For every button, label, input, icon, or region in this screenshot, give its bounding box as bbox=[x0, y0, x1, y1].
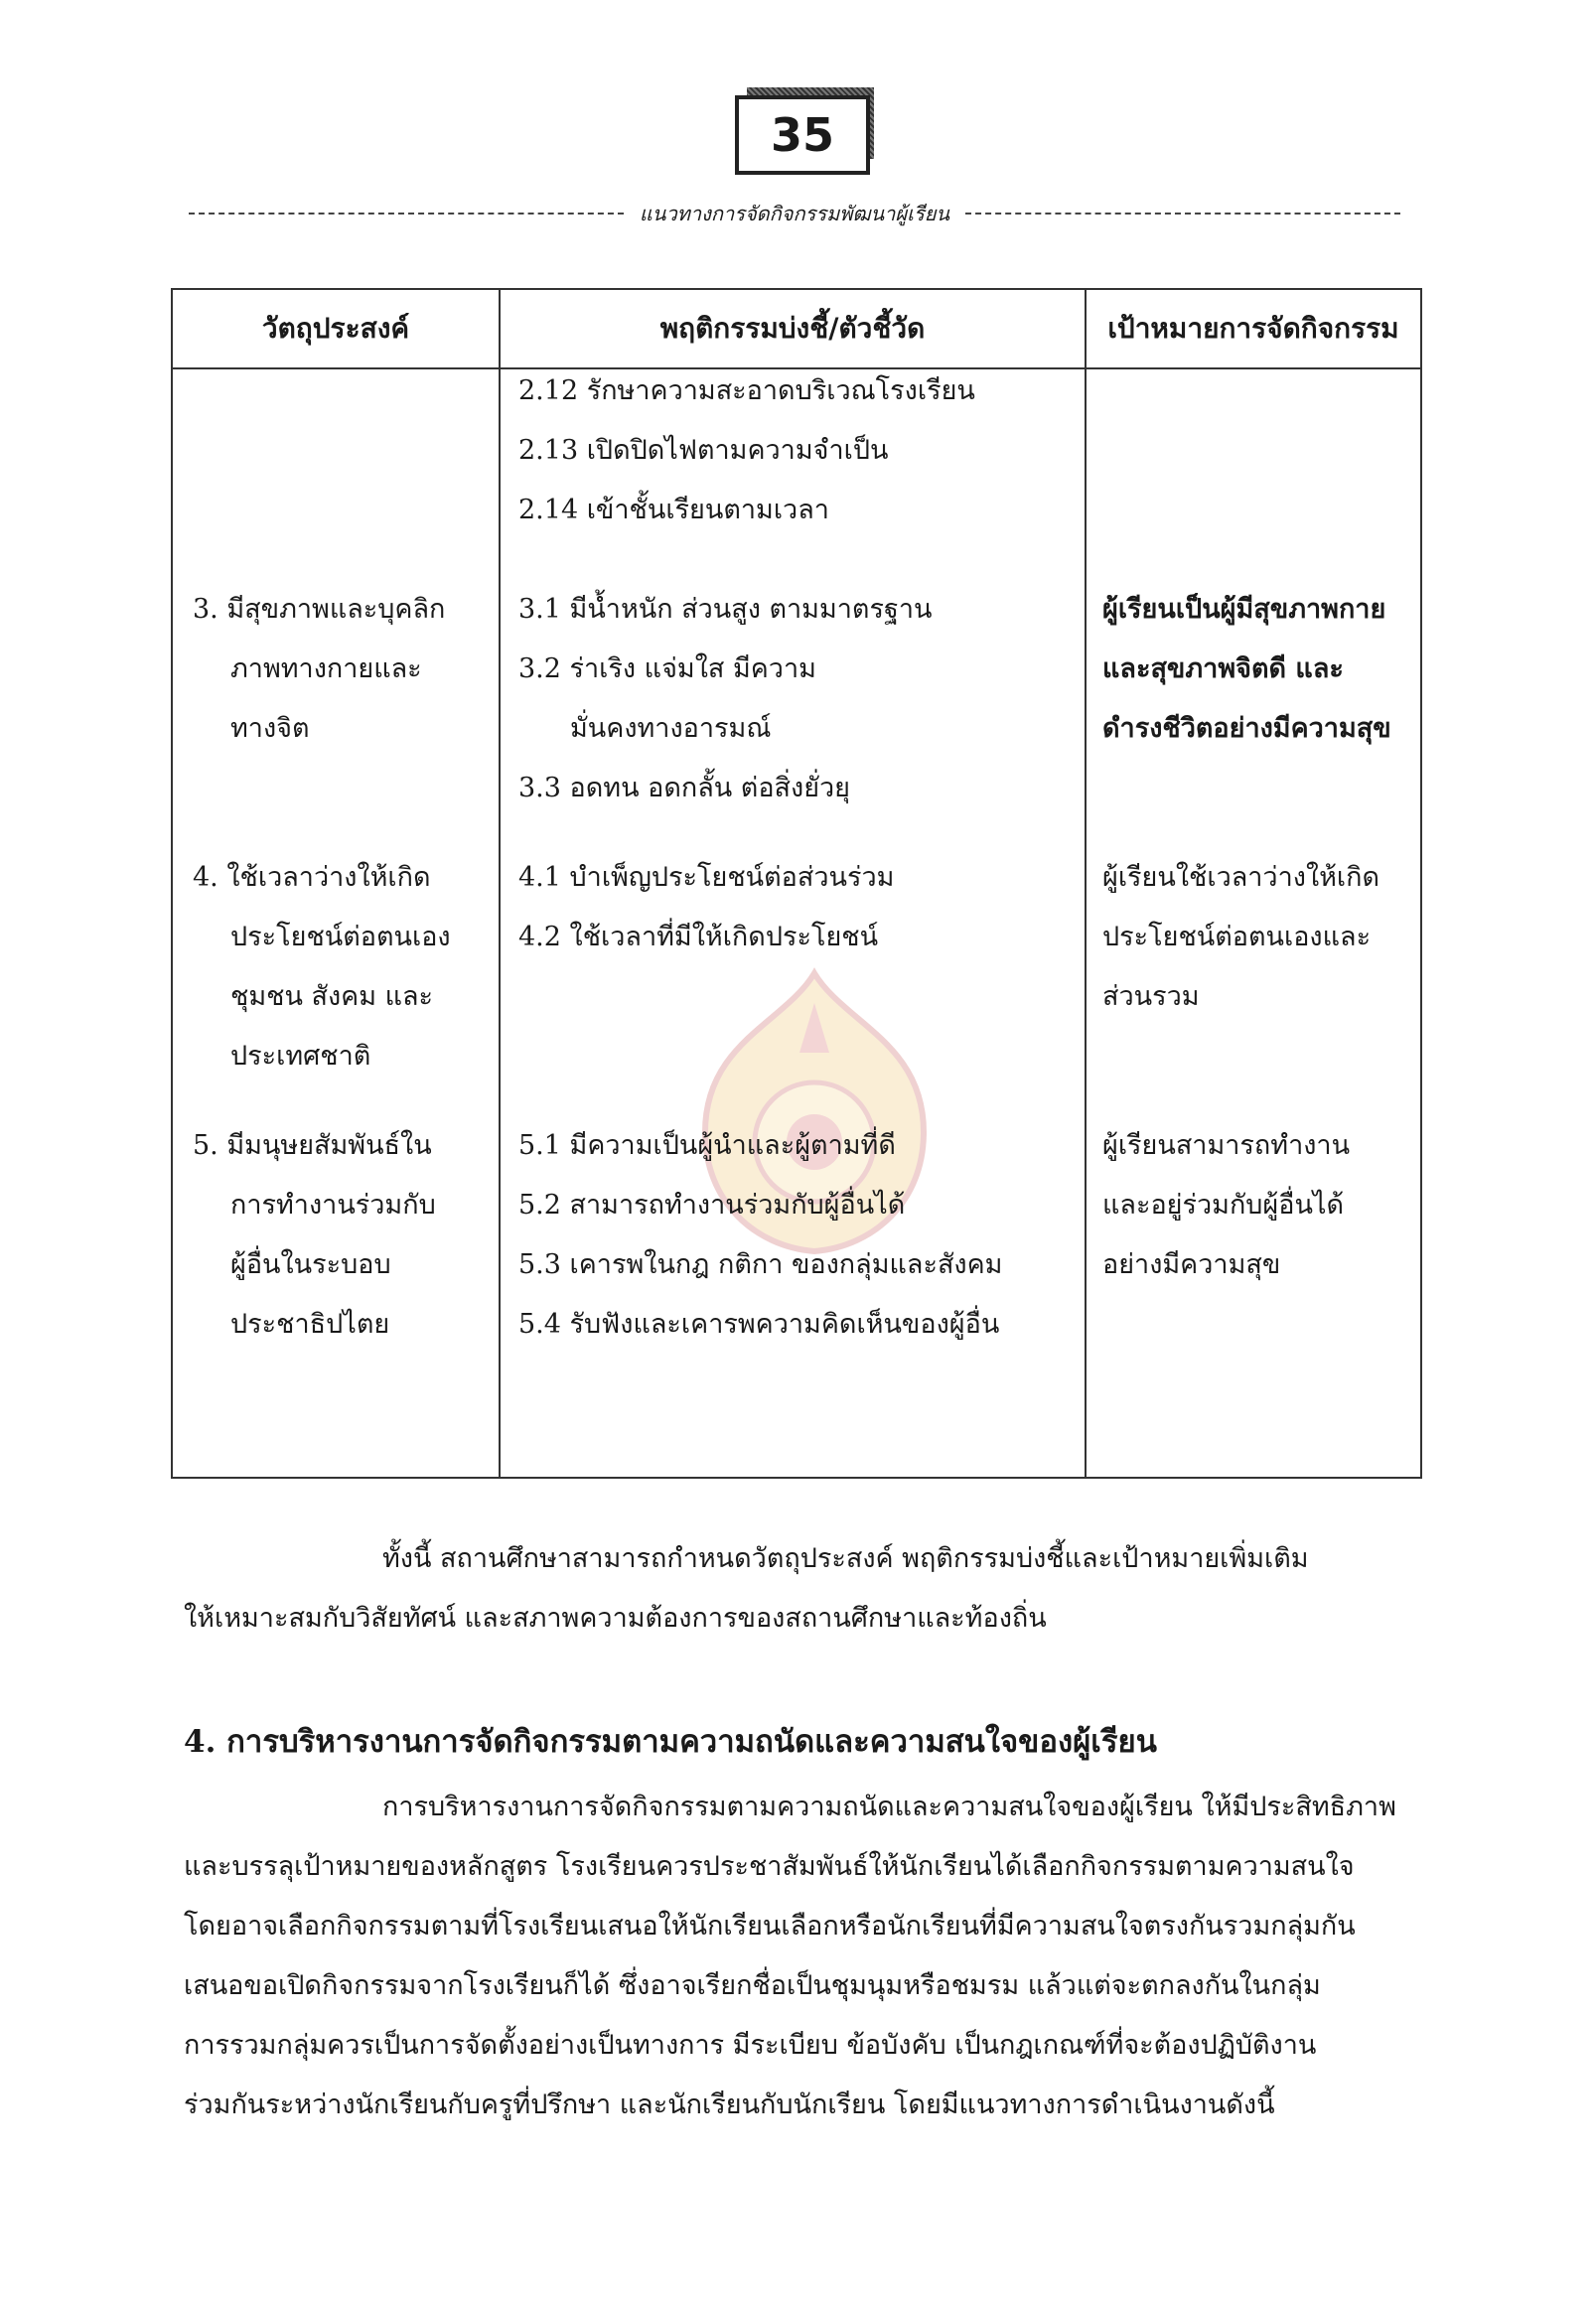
objective-line: ชุมชน สังคม และ bbox=[230, 981, 434, 1012]
goal-line: และอยู่ร่วมกับผู้อื่นได้ bbox=[1102, 1190, 1345, 1221]
objective-line: 3. มีสุขภาพและบุคลิก bbox=[193, 594, 446, 625]
goal-line: ผู้เรียนสามารถทำงาน bbox=[1102, 1130, 1351, 1161]
objective-line: ทางจิต bbox=[230, 713, 310, 744]
indicator-line: 5.1 มีความเป็นผู้นำและผู้ตามที่ดี bbox=[518, 1130, 896, 1161]
objective-line: ประเทศชาติ bbox=[230, 1041, 371, 1072]
objective-line: การทำงานร่วมกับ bbox=[230, 1190, 436, 1221]
objective-line: ผู้อื่นในระบอบ bbox=[230, 1249, 391, 1280]
goal-line: และสุขภาพจิตดี และ bbox=[1102, 653, 1344, 684]
running-header bbox=[189, 202, 1400, 225]
header-indicator: พฤติกรรมบ่งชี้/ตัวชี้วัด bbox=[500, 289, 1086, 368]
table-body-row bbox=[172, 368, 1421, 1478]
paragraph-additional-objectives bbox=[184, 1529, 1400, 1649]
indicator-line: 5.4 รับฟังและเคารพความคิดเห็นของผู้อื่น bbox=[518, 1309, 1000, 1340]
goal-line: ดำรงชีวิตอย่างมีความสุข bbox=[1102, 713, 1391, 744]
section-heading: 4. การบริหารงานการจัดกิจกรรมตามความถนัดและความสนใจของผู้เรียน bbox=[184, 1724, 1157, 1760]
header-goal: เป้าหมายการจัดกิจกรรม bbox=[1086, 289, 1421, 368]
table-header-row bbox=[172, 289, 1421, 368]
page-number: 35 bbox=[735, 95, 870, 175]
goal-line: ส่วนรวม bbox=[1102, 981, 1200, 1012]
objective-line: ภาพทางกายและ bbox=[230, 653, 422, 684]
goal-cell bbox=[1086, 368, 1421, 1478]
indicator-line: 4.1 บำเพ็ญประโยชน์ต่อส่วนร่วม bbox=[518, 862, 895, 893]
goal-line: อย่างมีความสุข bbox=[1102, 1249, 1281, 1280]
paragraph-line: การรวมกลุ่มควรเป็นการจัดตั้งอย่างเป็นทางการ มีระเบียบ ข้อบังคับ เป็นกฎเกณฑ์ที่จะต้องปฏิบัติงาน bbox=[184, 2030, 1317, 2061]
paragraph-line: และบรรลุเป้าหมายของหลักสูตร โรงเรียนควรประชาสัมพันธ์ให้นักเรียนได้เลือกกิจกรรมตามความสนใจ bbox=[184, 1851, 1355, 1882]
indicator-line: 3.3 อดทน อดกลั้น ต่อสิ่งยั่วยุ bbox=[518, 773, 851, 803]
indicator-line: 2.12 รักษาความสะอาดบริเวณโรงเรียน bbox=[518, 375, 975, 406]
indicator-cell bbox=[500, 368, 1086, 1478]
goal-line: ผู้เรียนเป็นผู้มีสุขภาพกาย bbox=[1102, 594, 1386, 625]
paragraph-line: ร่วมกันระหว่างนักเรียนกับครูที่ปรึกษา และนักเรียนกับนักเรียน โดยมีแนวทางการดำเนินงานดังนี้ bbox=[184, 2089, 1275, 2120]
indicator-line: 5.3 เคารพในกฎ กติกา ของกลุ่มและสังคม bbox=[518, 1249, 1003, 1280]
indicator-line: 3.1 มีน้ำหนัก ส่วนสูง ตามมาตรฐาน bbox=[518, 594, 933, 625]
running-title: แนวทางการจัดกิจกรรมพัฒนาผู้เรียน bbox=[639, 202, 950, 225]
objective-cell bbox=[172, 368, 500, 1478]
header-rule-left bbox=[189, 213, 624, 215]
objective-line: 4. ใช้เวลาว่างให้เกิด bbox=[193, 862, 431, 893]
goal-line: ประโยชน์ต่อตนเองและ bbox=[1102, 922, 1372, 952]
header-objective: วัตถุประสงค์ bbox=[172, 289, 500, 368]
paragraph-administration bbox=[184, 1778, 1400, 2135]
paragraph-line: การบริหารงานการจัดกิจกรรมตามความถนัดและความสนใจของผู้เรียน ให้มีประสิทธิภาพ bbox=[382, 1792, 1396, 1822]
indicator-line: 3.2 ร่าเริง แจ่มใส มีความ bbox=[518, 653, 816, 684]
goal-line: ผู้เรียนใช้เวลาว่างให้เกิด bbox=[1102, 862, 1380, 893]
objective-line: ประโยชน์ต่อตนเอง bbox=[230, 922, 451, 952]
indicator-line: 5.2 สามารถทำงานร่วมกับผู้อื่นได้ bbox=[518, 1190, 906, 1221]
indicator-line: 2.13 เปิดปิดไฟตามความจำเป็น bbox=[518, 435, 889, 466]
objectives-table bbox=[171, 288, 1422, 1479]
objective-line: 5. มีมนุษยสัมพันธ์ใน bbox=[193, 1130, 432, 1161]
indicator-line: 4.2 ใช้เวลาที่มีให้เกิดประโยชน์ bbox=[518, 922, 879, 952]
paragraph-line: เสนอขอเปิดกิจกรรมจากโรงเรียนก็ได้ ซึ่งอาจเรียกชื่อเป็นชุมนุมหรือชมรม แล้วแต่จะตกลงกันในกลุ่ม bbox=[184, 1970, 1321, 2001]
paragraph-line: ทั้งนี้ สถานศึกษาสามารถกำหนดวัตถุประสงค์ พฤติกรรมบ่งชี้และเป้าหมายเพิ่มเติม bbox=[382, 1543, 1309, 1574]
paragraph-line: ให้เหมาะสมกับวิสัยทัศน์ และสภาพความต้องการของสถานศึกษาและท้องถิ่น bbox=[184, 1603, 1047, 1634]
header-rule-right bbox=[965, 213, 1400, 215]
indicator-line: 2.14 เข้าชั้นเรียนตามเวลา bbox=[518, 495, 829, 525]
paragraph-line: โดยอาจเลือกกิจกรรมตามที่โรงเรียนเสนอให้นักเรียนเลือกหรือนักเรียนที่มีความสนใจตรงกันรวมกลุ่มกัน bbox=[184, 1911, 1356, 1942]
objective-line: ประชาธิปไตย bbox=[230, 1309, 390, 1340]
indicator-line: มั่นคงทางอารมณ์ bbox=[570, 713, 772, 744]
